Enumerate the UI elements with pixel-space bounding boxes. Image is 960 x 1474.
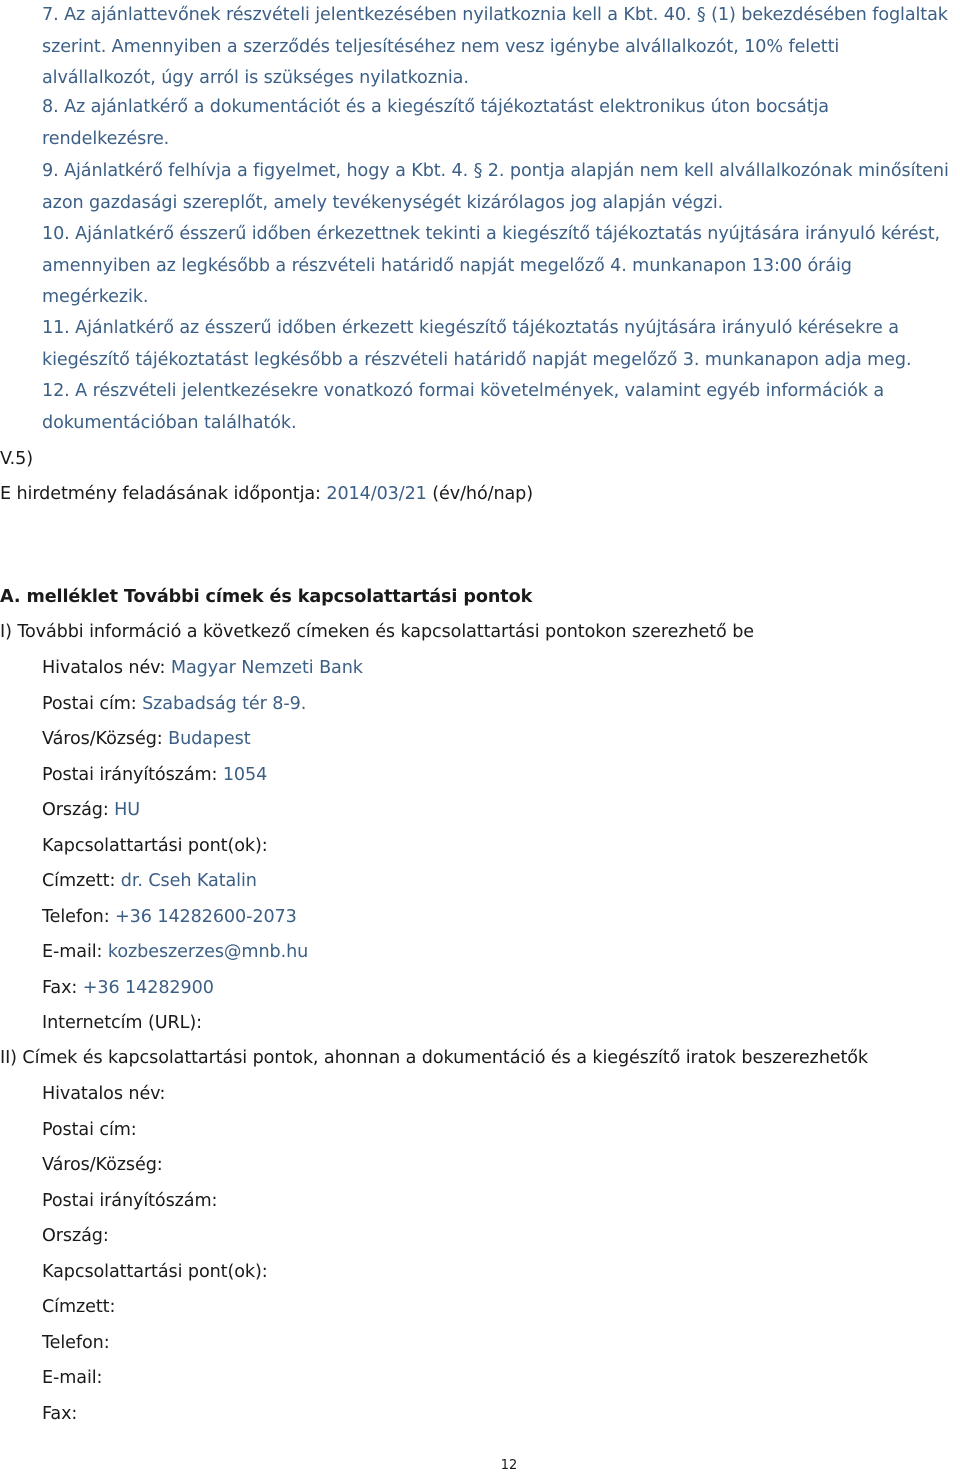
annex-title-text: melléklet További címek és kapcsolattartási pontok bbox=[20, 587, 533, 607]
item-12: 12. A részvételi jelentkezésekre vonatkozó formai követelmények, valamint egyéb információk a dokumentációban találhatók. bbox=[42, 381, 885, 433]
contact-field bbox=[42, 975, 214, 1001]
contact-field-empty: Kapcsolattartási pont(ok): bbox=[42, 1261, 268, 1282]
field-label: Fax: bbox=[42, 977, 83, 998]
dispatch-label: E hirdetmény feladásának időpontja: bbox=[0, 484, 327, 504]
contact-field bbox=[42, 868, 257, 894]
contact-field-empty: Fax: bbox=[42, 1403, 78, 1424]
contact-field bbox=[42, 904, 297, 930]
contact-field-empty: Címzett: bbox=[42, 1297, 116, 1317]
field-label: Postai irányítószám: bbox=[42, 764, 223, 785]
item-7: 7. Az ajánlattevőnek részvételi jelentkezésében nyilatkoznia kell a Kbt. 40. § (1) bekezdésében foglaltak szerint. Amennyiben a szerződés teljesítéséhez nem vesz igénybe alvállalkozót, 10% feletti alvállalkozót, úgy arról is szükséges nyilatkoznia. bbox=[42, 5, 948, 88]
contact-field bbox=[42, 762, 267, 788]
contact-field bbox=[42, 726, 251, 752]
field-value: 1054 bbox=[222, 764, 268, 785]
item-8: 8. Az ajánlatkérő a dokumentációt és a kiegészítő tájékoztatást elektronikus úton bocsátja rendelkezésre. bbox=[42, 97, 829, 149]
item-10: 10. Ajánlatkérő ésszerű időben érkezettnek tekinti a kiegészítő tájékoztatás nyújtására irányuló kérést, amennyiben az legkésőbb a részvételi határidő napját megelőző 4. munkanapon 13:00 óráig megérkezik. bbox=[42, 224, 940, 307]
field-value: Szabadság tér 8-9. bbox=[142, 693, 307, 714]
field-label: Hivatalos név: bbox=[42, 658, 171, 678]
field-label: Város/Község: bbox=[42, 729, 169, 749]
contact-field bbox=[42, 1010, 202, 1036]
contact-field bbox=[42, 691, 306, 717]
contact-field-empty: Ország: bbox=[42, 1226, 109, 1246]
field-label: Telefon: bbox=[42, 906, 116, 927]
field-value: +36 14282600-2073 bbox=[115, 906, 297, 927]
item-9: 9. Ajánlatkérő felhívja a figyelmet, hogy a Kbt. 4. § 2. pontja alapján nem kell alvállalkozónak minősíteni azon gazdasági szereplőt, amely tevékenységét kizárólagos jog alapján végzi. bbox=[42, 161, 949, 213]
field-value: Magyar Nemzeti Bank bbox=[170, 658, 363, 678]
page-number: 12 bbox=[500, 1458, 518, 1473]
dispatch-suffix: (év/hó/nap) bbox=[426, 484, 534, 504]
field-value: HU bbox=[114, 800, 141, 820]
contact-field-empty: Postai irányítószám: bbox=[42, 1190, 218, 1211]
contact-field-empty: E-mail: bbox=[42, 1368, 103, 1388]
field-label: Ország: bbox=[42, 800, 115, 820]
field-label: Kapcsolattartási pont(ok): bbox=[42, 835, 268, 856]
contact-field bbox=[42, 655, 363, 681]
contact-field-empty: Hivatalos név: bbox=[42, 1084, 166, 1104]
part1-heading: I) További információ a következő címeken és kapcsolattartási pontokon szerezhető be bbox=[0, 622, 754, 642]
field-label: Címzett: bbox=[42, 871, 121, 891]
field-label: Internetcím (URL): bbox=[42, 1013, 202, 1033]
dispatch-date-line bbox=[0, 481, 533, 507]
field-value: +36 14282900 bbox=[82, 977, 214, 998]
field-value: dr. Cseh Katalin bbox=[120, 871, 257, 891]
field-value: kozbeszerzes@mnb.hu bbox=[107, 942, 309, 962]
contact-field bbox=[42, 797, 140, 823]
contact-field-empty: Város/Község: bbox=[42, 1155, 163, 1175]
field-label: Postai cím: bbox=[42, 693, 143, 714]
field-value: Budapest bbox=[168, 729, 251, 749]
field-label: E-mail: bbox=[42, 942, 108, 962]
dispatch-date: 2014/03/21 bbox=[326, 484, 427, 504]
contact-field bbox=[42, 939, 308, 965]
part2-heading: II) Címek és kapcsolattartási pontok, ahonnan a dokumentáció és a kiegészítő iratok beszerezhetők bbox=[0, 1048, 869, 1068]
annex-title bbox=[0, 584, 532, 610]
contact-field-empty: Telefon: bbox=[42, 1332, 110, 1353]
contact-field-empty: Postai cím: bbox=[42, 1119, 137, 1140]
section-v5: V.5) bbox=[0, 449, 34, 469]
contact-field bbox=[42, 833, 268, 859]
annex-title-prefix: A. bbox=[0, 587, 21, 607]
item-11: 11. Ajánlatkérő az ésszerű időben érkezett kiegészítő tájékoztatás nyújtására irányuló kérésekre a kiegészítő tájékoztatást legkésőbb a részvételi határidő napját megelőző 3. munkanapon adja meg. bbox=[42, 318, 912, 370]
